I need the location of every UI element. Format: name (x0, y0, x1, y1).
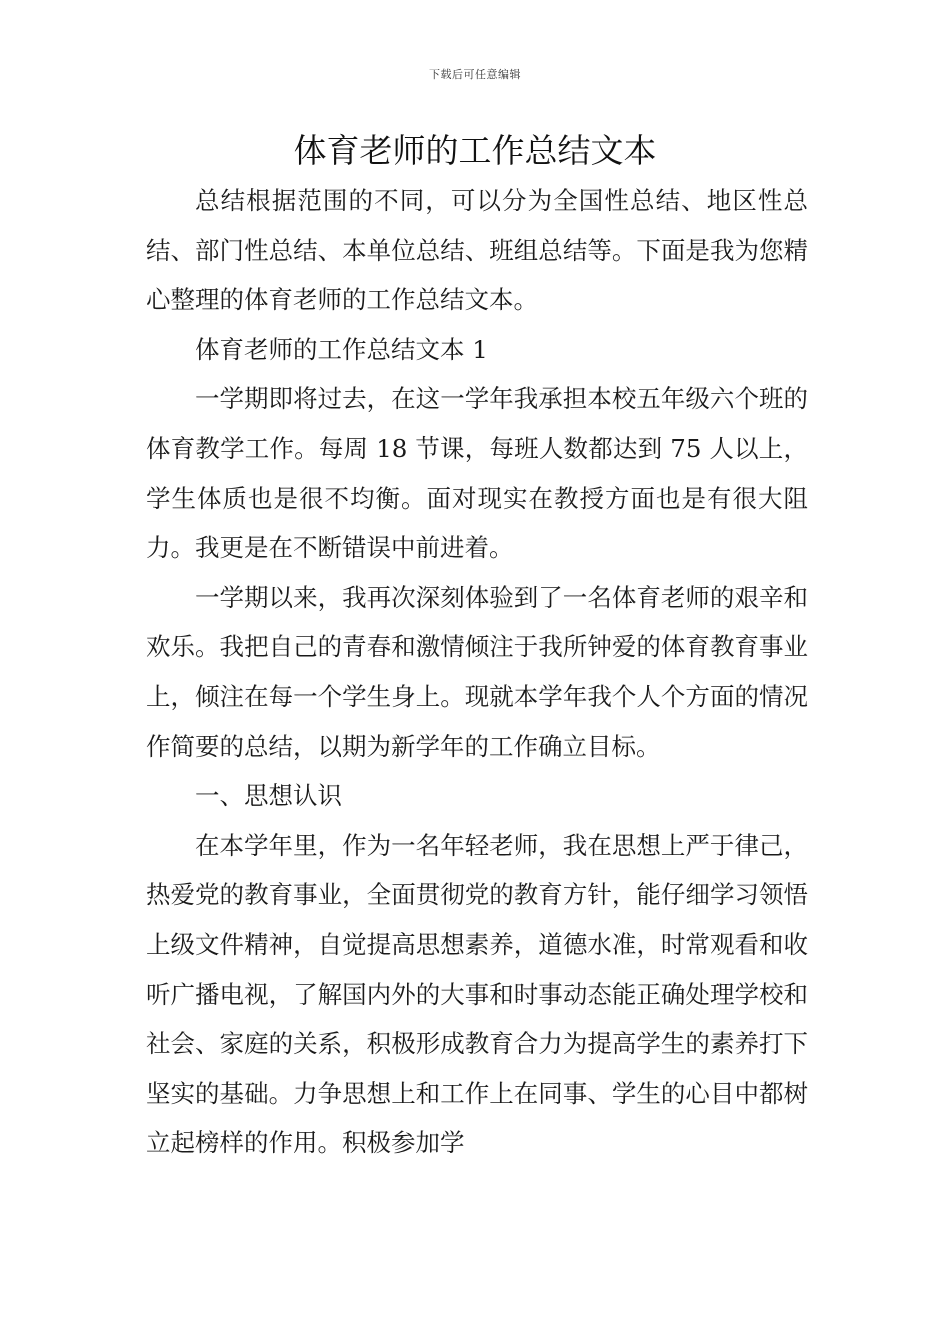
document-body (146, 176, 808, 1168)
body-paragraph: 一学期即将过去，在这一学年我承担本校五年级六个班的体育教学工作。每周 18 节课，每班人数都达到 75 人以上，学生体质也是很不均衡。面对现实在教授方面也是有很大阻力。我更是在不断错误中前进着。 (146, 384, 808, 563)
body-paragraph: 一学期以来，我再次深刻体验到了一名体育老师的艰辛和欢乐。我把自己的青春和激情倾注于我所钟爱的体育教育事业上，倾注在每一个学生身上。现就本学年我个人个方面的情况作简要的总结，以期为新学年的工作确立目标。 (146, 582, 808, 761)
header-note: 下载后可任意编辑 (429, 68, 521, 81)
intro-paragraph: 总结根据范围的不同，可以分为全国性总结、地区性总结、部门性总结、本单位总结、班组总结等。下面是我为您精心整理的体育老师的工作总结文本。 (146, 186, 808, 315)
section-heading-thought: 一、思想认识 (195, 781, 342, 811)
body-paragraph: 在本学年里，作为一名年轻老师，我在思想上严于律己，热爱党的教育事业，全面贯彻党的教育方针，能仔细学习领悟上级文件精神，自觉提高思想素养，道德水准，时常观看和收听广播电视，了解国内外的大事和时事动态能正确处理学校和社会、家庭的关系，积极形成教育合力为提高学生的素养打下坚实的基础。力争思想上和工作上在同事、学生的心目中都树立起榜样的作用。积极参加学 (146, 830, 808, 1158)
document-title: 体育老师的工作总结文本 (293, 131, 657, 170)
section-heading-text-1: 体育老师的工作总结文本 1 (195, 334, 488, 364)
